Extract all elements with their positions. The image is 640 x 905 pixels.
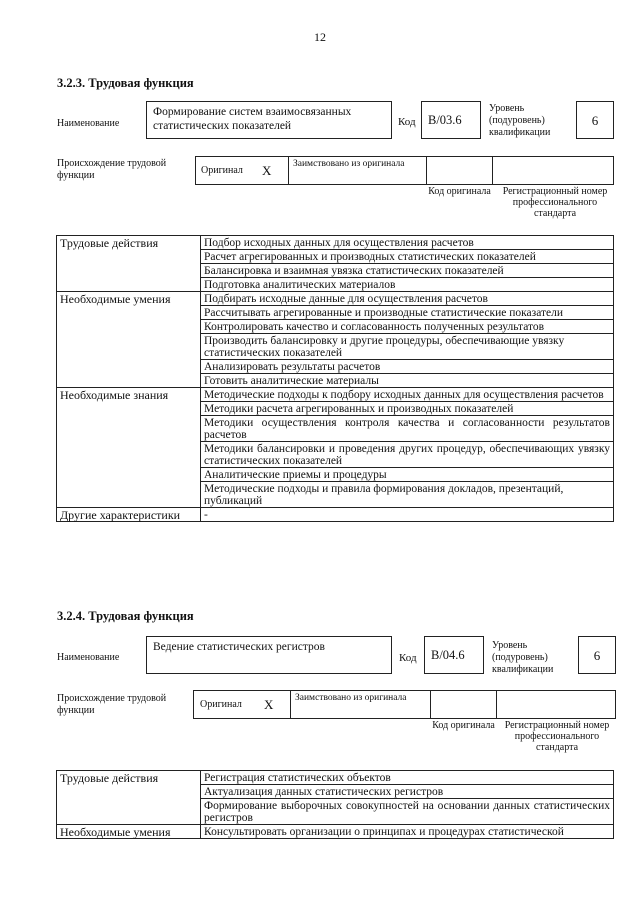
item-cell: Методические подходы и правила формирования докладов, презентаций, публикаций (201, 482, 614, 508)
function-table-323 (56, 235, 614, 522)
table-row (57, 508, 614, 522)
reg-number-caption: Регистрационный номер профессионального стандарта (504, 720, 610, 753)
table-row (57, 236, 614, 250)
item-cell: Методические подходы к подбору исходных данных для осуществления расчетов (201, 388, 614, 402)
item-cell: Анализировать результаты расчетов (201, 360, 614, 374)
item-cell: Методики осуществления контроля качества и согласованности результатов расчетов (201, 416, 614, 442)
code-original-caption: Код оригинала (428, 186, 491, 197)
item-cell: Методики расчета агрегированных и производных показателей (201, 402, 614, 416)
function-name: Ведение статистических регистров (153, 641, 325, 653)
item-cell: Рассчитывать агрегированные и производные статистические показатели (201, 306, 614, 320)
table-row (57, 388, 614, 402)
origin-label: Происхождение трудовой функции (57, 158, 167, 181)
item-cell: Расчет агрегированных и производных статистических показателей (201, 250, 614, 264)
page-number: 12 (314, 30, 326, 44)
category-cell: Трудовые действия (57, 236, 201, 292)
item-cell: Консультировать организации о принципах и процедурах статистической (201, 825, 614, 839)
category-cell: Необходимые знания (57, 388, 201, 508)
item-cell: Формирование выборочных совокупностей на основании данных статистических регистров (201, 799, 614, 825)
section-title: 3.2.3. Трудовая функция (57, 76, 194, 90)
name-label: Наименование (57, 652, 120, 663)
item-cell: Контролировать качество и согласованность полученных результатов (201, 320, 614, 334)
level-box (576, 101, 614, 139)
item-cell: Аналитические приемы и процедуры (201, 468, 614, 482)
item-cell: Подготовка аналитических материалов (201, 278, 614, 292)
item-cell: - (201, 508, 614, 522)
original-cell (193, 690, 291, 719)
level-value: 6 (593, 648, 601, 663)
reg-number-caption: Регистрационный номер профессионального стандарта (502, 186, 608, 219)
borrowed-label: Заимствовано из оригинала (295, 693, 407, 703)
function-name: Формирование систем взаимосвязанных статистических показателей (153, 106, 352, 132)
category-cell: Необходимые умения (57, 292, 201, 388)
level-value: 6 (591, 113, 599, 128)
origin-label: Происхождение трудовой функции (57, 693, 167, 716)
borrowed-cell (290, 690, 431, 719)
item-cell: Актуализация данных статистических регистров (201, 785, 614, 799)
code-value: B/03.6 (428, 113, 462, 127)
table-row (57, 825, 614, 839)
reg-number-cell (496, 690, 616, 719)
original-cell (195, 156, 289, 185)
reg-number-cell (492, 156, 614, 185)
item-cell: Подбор исходных данных для осуществления расчетов (201, 236, 614, 250)
table-row (57, 292, 614, 306)
function-name-box (146, 101, 392, 139)
code-value: B/04.6 (431, 648, 465, 662)
original-label: Оригинал (200, 699, 242, 710)
item-cell: Методики балансировки и проведения других процедур, обеспечивающих увязку статистических показателей (201, 442, 614, 468)
item-cell: Готовить аналитические материалы (201, 374, 614, 388)
original-label: Оригинал (201, 165, 243, 176)
table-row (57, 771, 614, 785)
item-cell: Регистрация статистических объектов (201, 771, 614, 785)
item-cell: Производить балансировку и другие процедуры, обеспечивающие увязку статистических показателей (201, 334, 614, 360)
level-label: Уровень (подуровень) квалификации (492, 640, 554, 675)
borrowed-cell (288, 156, 427, 185)
borrowed-label: Заимствовано из оригинала (293, 159, 405, 169)
original-mark: X (262, 163, 272, 178)
category-cell: Трудовые действия (57, 771, 201, 825)
level-label: Уровень (подуровень) квалификации (489, 103, 551, 138)
category-cell: Другие характеристики (57, 508, 201, 522)
code-label: Код (399, 652, 417, 664)
function-name-box (146, 636, 392, 674)
code-original-cell (426, 156, 493, 185)
code-box (421, 101, 481, 139)
name-label: Наименование (57, 118, 120, 129)
level-box (578, 636, 616, 674)
function-table-324 (56, 770, 614, 839)
original-mark: X (264, 697, 274, 712)
section-title: 3.2.4. Трудовая функция (57, 609, 194, 623)
code-label: Код (398, 116, 416, 128)
code-original-cell (430, 690, 497, 719)
category-cell: Необходимые умения (57, 825, 201, 839)
code-original-caption: Код оригинала (432, 720, 495, 731)
item-cell: Балансировка и взаимная увязка статистических показателей (201, 264, 614, 278)
item-cell: Подбирать исходные данные для осуществления расчетов (201, 292, 614, 306)
code-box (424, 636, 484, 674)
